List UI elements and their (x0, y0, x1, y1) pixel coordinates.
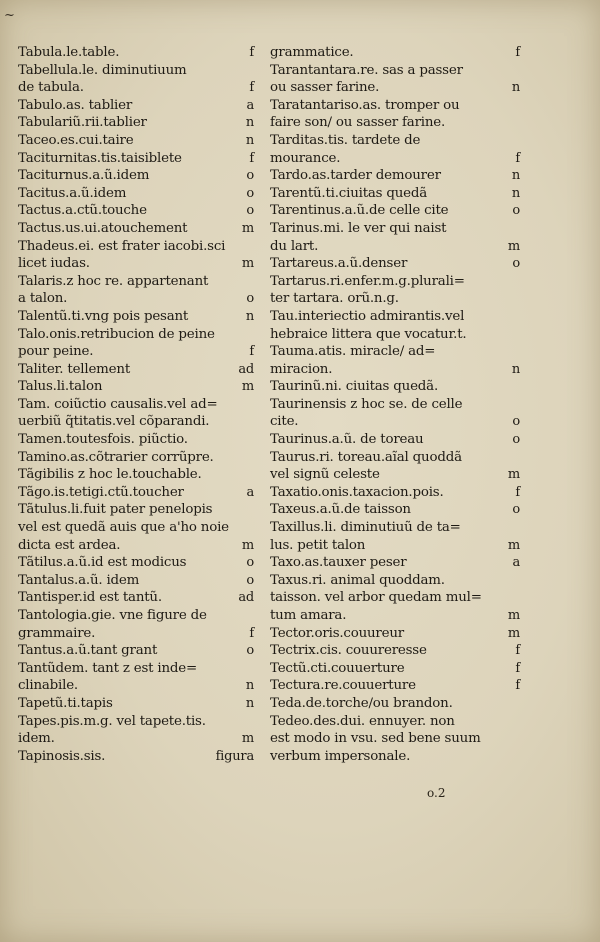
entry-text: Tauma.atis. miracle/ ad= (270, 344, 436, 360)
dictionary-line (270, 326, 520, 344)
grammar-mark: o (512, 414, 520, 430)
dictionary-line (270, 748, 520, 766)
dictionary-line (270, 378, 520, 396)
entry-text: Tantũdem. tant z est inde= (18, 660, 198, 676)
entry-text: Tardo.as.tarder demourer (270, 168, 441, 184)
entry-text: Tapes.pis.m.g. vel tapete.tis. (18, 713, 206, 729)
entry-text: Tapinosis.sis. (18, 748, 106, 764)
grammar-mark: f (249, 80, 254, 96)
entry-text: Tantalus.a.ũ. idem (18, 572, 140, 588)
entry-text: Tabulariũ.rii.tablier (18, 115, 147, 131)
dictionary-line (270, 132, 520, 150)
grammar-mark: m (507, 467, 520, 483)
dictionary-line (18, 660, 254, 678)
entry-text: Tectũ.cti.couuerture (270, 660, 405, 676)
dictionary-line (18, 413, 254, 431)
entry-text: est modo in vsu. sed bene suum (270, 731, 481, 747)
entry-text: Taxeus.a.ũ.de taisson (270, 502, 411, 518)
dictionary-line (18, 519, 254, 537)
entry-text: Tamino.as.cõtrarier corrũpre. (18, 449, 214, 465)
entry-text: Tartarus.ri.enfer.m.g.plurali= (270, 273, 465, 289)
entry-text: Tantus.a.ũ.tant grant (18, 643, 158, 659)
entry-text: Taceo.es.cui.taire (18, 132, 134, 148)
entry-text: Tarinus.mi. le ver qui naist (270, 220, 447, 236)
entry-text: Talaris.z hoc re. appartenant (18, 273, 209, 289)
grammar-mark: o (246, 291, 254, 307)
entry-text: Taurinũ.ni. ciuitas quedã. (270, 379, 439, 395)
dictionary-line (18, 150, 254, 168)
grammar-mark: a (512, 555, 520, 571)
grammar-mark: f (515, 643, 520, 659)
grammar-mark: o (246, 168, 254, 184)
dictionary-line (18, 677, 254, 695)
entry-text: idem. (18, 731, 55, 747)
dictionary-line (18, 202, 254, 220)
grammar-mark: o (246, 185, 254, 201)
dictionary-line (18, 79, 254, 97)
entry-text: ou sasser farine. (270, 80, 380, 96)
dictionary-line (270, 677, 520, 695)
dictionary-line (270, 202, 520, 220)
dictionary-line (18, 326, 254, 344)
grammar-mark: f (515, 45, 520, 60)
grammar-mark: n (511, 185, 520, 201)
folio-signature: o.2 (427, 786, 446, 800)
dictionary-line (270, 466, 520, 484)
entry-text: Tector.oris.couureur (270, 625, 404, 641)
dictionary-line (270, 413, 520, 431)
entry-text: Tarditas.tis. tardete de (270, 132, 421, 148)
dictionary-line (270, 150, 520, 168)
dictionary-line (18, 501, 254, 519)
dictionary-line (18, 132, 254, 150)
dictionary-line (18, 449, 254, 467)
grammar-mark: o (246, 572, 254, 588)
dictionary-line (270, 484, 520, 502)
entry-text: licet iudas. (18, 256, 90, 272)
entry-text: Talus.li.talon (18, 379, 103, 395)
entry-text: Taxo.as.tauxer peser (270, 555, 407, 571)
dictionary-line (270, 185, 520, 203)
grammar-mark: m (507, 625, 520, 641)
dictionary-line (18, 572, 254, 590)
entry-text: Taurinensis z hoc se. de celle (270, 396, 463, 412)
dictionary-line (270, 625, 520, 643)
dictionary-line (270, 62, 520, 80)
entry-text: cite. (270, 414, 299, 430)
entry-text: dicta est ardea. (18, 537, 121, 553)
dictionary-line (270, 220, 520, 238)
entry-text: Tedeo.des.dui. ennuyer. non (270, 713, 455, 729)
grammar-mark: n (511, 80, 520, 96)
dictionary-line (18, 625, 254, 643)
dictionary-line (18, 62, 254, 80)
grammar-mark: n (245, 115, 254, 131)
dictionary-line (18, 290, 254, 308)
grammar-mark: f (515, 660, 520, 676)
dictionary-line (18, 114, 254, 132)
entry-text: Taciturnus.a.ũ.idem (18, 168, 150, 184)
entry-text: Tacitus.a.ũ.idem (18, 185, 127, 201)
dictionary-line (18, 255, 254, 273)
dictionary-line (270, 607, 520, 625)
grammar-mark: m (241, 220, 254, 236)
grammar-mark: m (507, 608, 520, 623)
dictionary-line (270, 660, 520, 678)
entry-text: Teda.de.torche/ou brandon. (270, 695, 453, 711)
corner-mark: ~ (4, 8, 15, 23)
entry-text: Tãtulus.li.fuit pater penelopis (18, 502, 213, 518)
entry-text: miracion. (270, 361, 333, 377)
entry-text: vel signũ celeste (270, 467, 380, 483)
entry-text: Taratantariso.as. tromper ou (270, 97, 460, 113)
dictionary-line (18, 378, 254, 396)
left-column (18, 44, 254, 765)
grammar-mark: m (241, 731, 254, 747)
entry-text: Taxatio.onis.taxacion.pois. (270, 484, 444, 500)
entry-text: Tantologia.gie. vne figure de (18, 608, 207, 623)
entry-text: lus. petit talon (270, 537, 366, 553)
entry-text: grammatice. (270, 45, 354, 60)
entry-text: ter tartara. orũ.n.g. (270, 291, 399, 307)
dictionary-line (270, 554, 520, 572)
grammar-mark: n (245, 132, 254, 148)
grammar-mark: f (515, 484, 520, 500)
entry-text: Taurinus.a.ũ. de toreau (270, 432, 424, 448)
entry-text: Tãgibilis z hoc le.touchable. (18, 467, 202, 483)
entry-text: Talentũ.ti.vng pois pesant (18, 308, 189, 324)
dictionary-line (18, 537, 254, 555)
entry-text: Tabellula.le. diminutiuum (18, 62, 187, 78)
grammar-mark: m (507, 537, 520, 553)
dictionary-line (270, 273, 520, 291)
grammar-mark: o (512, 432, 520, 448)
grammar-mark: ad (238, 361, 254, 377)
dictionary-line (18, 361, 254, 379)
entry-text: uerbiũ q̃titatis.vel cõparandi. (18, 414, 210, 430)
dictionary-line (270, 431, 520, 449)
dictionary-line (270, 238, 520, 256)
grammar-mark: n (511, 361, 520, 377)
entry-text: Talo.onis.retribucion de peine (18, 326, 215, 342)
grammar-mark: n (245, 678, 254, 694)
entry-text: tum amara. (270, 608, 347, 623)
dictionary-line (18, 730, 254, 748)
dictionary-line (18, 713, 254, 731)
dictionary-line (270, 290, 520, 308)
entry-text: Taxus.ri. animal quoddam. (270, 572, 445, 588)
entry-text: Tau.interiectio admirantis.vel (270, 308, 465, 324)
dictionary-line (18, 308, 254, 326)
grammar-mark: f (249, 45, 254, 60)
dictionary-line (270, 308, 520, 326)
grammar-mark: m (241, 256, 254, 272)
entry-text: Tapetũ.ti.tapis (18, 695, 113, 711)
dictionary-line (18, 431, 254, 449)
grammar-mark: f (515, 150, 520, 166)
entry-text: Taxillus.li. diminutiuũ de ta= (270, 520, 461, 536)
grammar-mark: m (241, 379, 254, 395)
dictionary-line (270, 449, 520, 467)
dictionary-line (18, 44, 254, 62)
dictionary-line (18, 589, 254, 607)
dictionary-line (270, 501, 520, 519)
dictionary-line (270, 79, 520, 97)
entry-text: Tarantantara.re. sas a passer (270, 62, 463, 78)
dictionary-line (270, 114, 520, 132)
dictionary-line (18, 466, 254, 484)
grammar-mark: f (249, 150, 254, 166)
entry-text: Tarentinus.a.ũ.de celle cite (270, 203, 449, 219)
dictionary-line (270, 44, 520, 62)
grammar-mark: m (241, 537, 254, 553)
dictionary-line (18, 220, 254, 238)
grammar-mark: a (246, 97, 254, 113)
dictionary-line (270, 589, 520, 607)
entry-text: Tãgo.is.tetigi.ctũ.toucher (18, 484, 184, 500)
grammar-mark: o (512, 502, 520, 518)
entry-text: Tantisper.id est tantũ. (18, 590, 162, 606)
dictionary-line (18, 695, 254, 713)
entry-text: clinabile. (18, 678, 78, 694)
grammar-mark: o (512, 203, 520, 219)
grammar-mark: f (249, 625, 254, 641)
dictionary-line (18, 554, 254, 572)
dictionary-line (18, 185, 254, 203)
entry-text: Tabulo.as. tablier (18, 97, 133, 113)
dictionary-line (270, 97, 520, 115)
entry-text: Tectura.re.couuerture (270, 678, 416, 694)
entry-text: du lart. (270, 238, 319, 254)
dictionary-line (270, 730, 520, 748)
dictionary-line (18, 748, 254, 766)
grammar-mark: f (249, 344, 254, 360)
entry-text: verbum impersonale. (270, 748, 411, 764)
entry-text: Taurus.ri. toreau.aĩal quoddã (270, 449, 462, 465)
dictionary-line (270, 167, 520, 185)
entry-text: grammaire. (18, 625, 96, 641)
dictionary-line (270, 396, 520, 414)
entry-text: hebraice littera que vocatur.t. (270, 326, 467, 342)
dictionary-line (18, 642, 254, 660)
grammar-mark: o (246, 555, 254, 571)
dictionary-line (270, 537, 520, 555)
dictionary-line (18, 396, 254, 414)
entry-text: de tabula. (18, 80, 84, 96)
dictionary-line (270, 255, 520, 273)
entry-text: vel est quedã auis que a'ho noie (18, 520, 229, 536)
grammar-mark: o (246, 643, 254, 659)
dictionary-line (18, 343, 254, 361)
dictionary-line (18, 97, 254, 115)
right-column (270, 44, 520, 765)
dictionary-line (18, 607, 254, 625)
grammar-mark: a (246, 484, 254, 500)
grammar-mark: f (515, 678, 520, 694)
entry-text: mourance. (270, 150, 341, 166)
grammar-mark: m (507, 238, 520, 254)
entry-text: Taciturnitas.tis.taisiblete (18, 150, 182, 166)
entry-text: Tectrix.cis. couureresse (270, 643, 427, 659)
dictionary-line (18, 484, 254, 502)
grammar-mark: n (511, 168, 520, 184)
dictionary-line (270, 572, 520, 590)
entry-text: pour peine. (18, 344, 94, 360)
grammar-mark: o (246, 203, 254, 219)
entry-text: Tactus.us.ui.atouchement (18, 220, 188, 236)
dictionary-line (270, 343, 520, 361)
grammar-mark: n (245, 308, 254, 324)
entry-text: Tactus.a.ctũ.touche (18, 203, 147, 219)
entry-text: Tartareus.a.ũ.denser (270, 256, 408, 272)
dictionary-line (18, 238, 254, 256)
dictionary-line (270, 695, 520, 713)
dictionary-line (270, 519, 520, 537)
dictionary-line (270, 713, 520, 731)
entry-text: Tabula.le.table. (18, 45, 120, 60)
entry-text: a talon. (18, 291, 68, 307)
dictionary-line (270, 642, 520, 660)
grammar-mark: n (245, 695, 254, 711)
entry-text: faire son/ ou sasser farine. (270, 115, 446, 131)
entry-text: Tam. coiũctio causalis.vel ad= (18, 396, 218, 412)
entry-text: taisson. vel arbor quedam mul= (270, 590, 482, 606)
entry-text: Tamen.toutesfois. piũctio. (18, 432, 188, 448)
dictionary-line (18, 167, 254, 185)
entry-text: Taliter. tellement (18, 361, 131, 377)
grammar-mark: o (512, 256, 520, 272)
grammar-mark: ad (238, 590, 254, 606)
dictionary-line (18, 273, 254, 291)
dictionary-line (270, 361, 520, 379)
grammar-mark: figura (215, 748, 254, 764)
entry-text: Tãtilus.a.ũ.id est modicus (18, 555, 187, 571)
entry-text: Tarentũ.ti.ciuitas quedã (270, 185, 428, 201)
entry-text: Thadeus.ei. est frater iacobi.sci (18, 238, 226, 254)
